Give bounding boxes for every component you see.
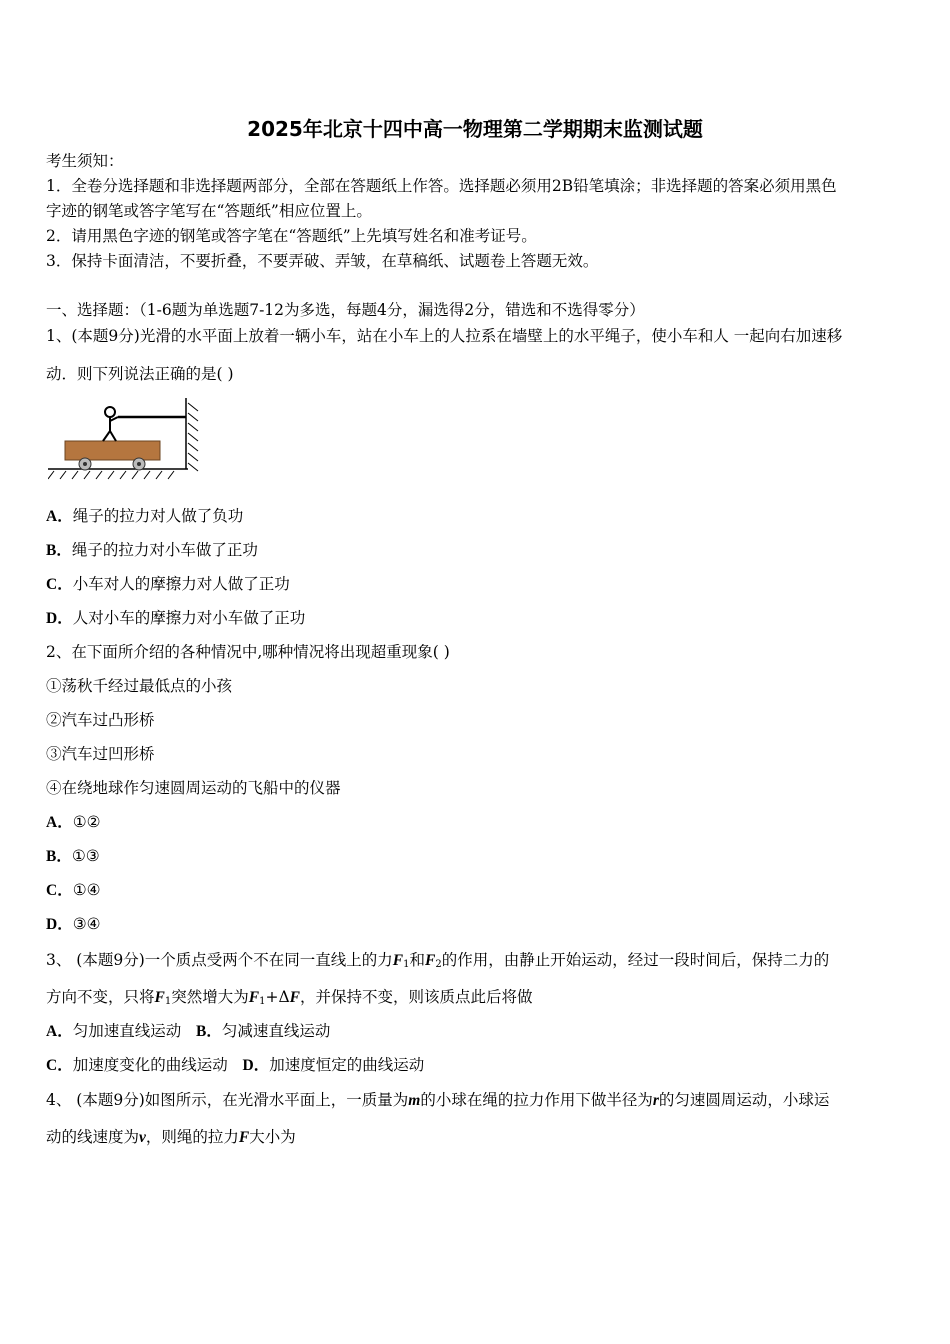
- q2-stem: 2、在下面所介绍的各种情况中,哪种情况将出现超重现象( ): [46, 643, 450, 661]
- q1-option-d: D．人对小车的摩擦力对小车做了正功: [46, 609, 306, 627]
- q1-stem: 动．则下列说法正确的是( ): [46, 365, 234, 383]
- section-heading: 一、选择题：（1-6题为单选题7-12为多选，每题4分，漏选得2分，错选和不选得零分）: [46, 301, 645, 319]
- q4-stem: 4、 (本题9分)如图所示，在光滑水平面上，一质量为m的小球在绳的拉力作用下做半径为r的匀速圆周运动，小球运: [46, 1091, 830, 1109]
- q3-stem: 方向不变，只将$F_1$突然增大为$F_1+\Delta F$，并保持不变，则该质点此后将做: [46, 988, 533, 1007]
- q2-item: ④在绕地球作匀速圆周运动的飞船中的仪器: [46, 779, 341, 797]
- q3-options-ab: A．匀加速直线运动 B．匀减速直线运动: [46, 1022, 331, 1040]
- q2-option-b: B．①③: [46, 847, 100, 865]
- q3-stem: 3、 (本题9分)一个质点受两个不在同一直线上的力$F_1$和$F_2$的作用，由静止开始运动，经过一段时间后，保持二力的: [46, 951, 830, 970]
- page-title: 2025年北京十四中高一物理第二学期期末监测试题: [247, 117, 703, 141]
- q2-option-a: A．①②: [46, 813, 101, 831]
- q2-item: ③汽车过凹形桥: [46, 745, 155, 763]
- q3-options-cd: C．加速度变化的曲线运动 D．加速度恒定的曲线运动: [46, 1056, 425, 1074]
- q1-option-a: A．绳子的拉力对人做了负功: [46, 507, 244, 525]
- q2-item: ①荡秋千经过最低点的小孩: [46, 677, 233, 695]
- cart-figure: [48, 395, 208, 480]
- q2-option-d: D．③④: [46, 915, 101, 933]
- q1-stem: 1、(本题9分)光滑的水平面上放着一辆小车，站在小车上的人拉系在墙壁上的水平绳子，使小车和人 一起向右加速移: [46, 327, 843, 345]
- q1-option-b: B．绳子的拉力对小车做了正功: [46, 541, 258, 559]
- q2-option-c: C．①④: [46, 881, 101, 899]
- notice-line: 3．保持卡面清洁，不要折叠，不要弄破、弄皱，在草稿纸、试题卷上答题无效。: [46, 252, 599, 270]
- q4-stem: 动的线速度为v，则绳的拉力F大小为: [46, 1128, 296, 1146]
- notice-heading: 考生须知：: [46, 152, 124, 170]
- notice-line: 字迹的钢笔或答字笔写在“答题纸”相应位置上。: [46, 202, 372, 220]
- q2-item: ②汽车过凸形桥: [46, 711, 155, 729]
- notice-line: 2．请用黑色字迹的钢笔或答字笔在“答题纸”上先填写姓名和准考证号。: [46, 227, 537, 245]
- q1-option-c: C．小车对人的摩擦力对人做了正功: [46, 575, 290, 593]
- notice-line: 1．全卷分选择题和非选择题两部分，全部在答题纸上作答。选择题必须用2B铅笔填涂；非选择题的答案必须用黑色: [46, 177, 837, 195]
